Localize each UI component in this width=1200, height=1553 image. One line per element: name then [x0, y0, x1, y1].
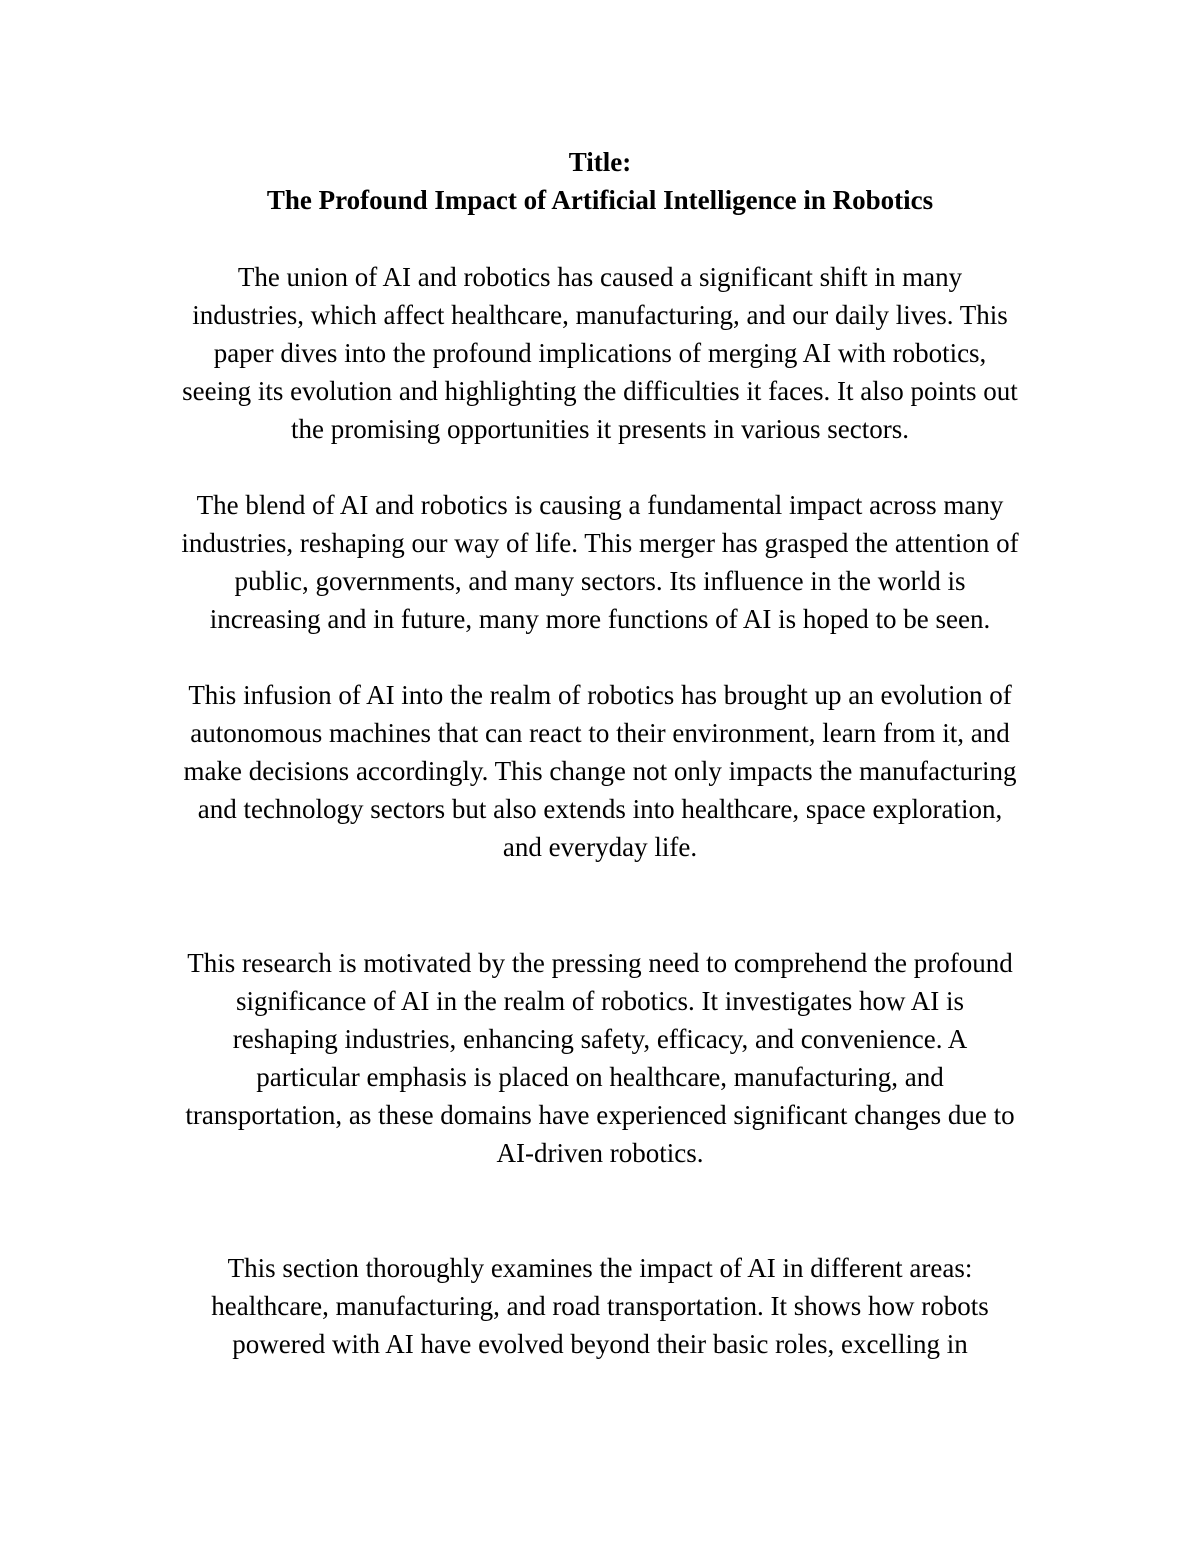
paragraph-line: seeing its evolution and highlighting the difficulties it faces. It also points out	[182, 376, 1018, 406]
paragraph-blend	[100, 486, 1100, 638]
paragraph-line: significance of AI in the realm of robotics. It investigates how AI is	[235, 986, 965, 1016]
paragraph-line: This section thoroughly examines the impact of AI in different areas:	[227, 1253, 973, 1283]
paragraph-line: This research is motivated by the pressing need to comprehend the profound	[187, 948, 1013, 978]
paragraph-infusion	[100, 676, 1100, 866]
title-label: Title:	[568, 147, 632, 177]
paragraph-line: public, governments, and many sectors. Its influence in the world is	[234, 566, 966, 596]
paragraph-line: and everyday life.	[502, 832, 698, 862]
paragraph-line: paper dives into the profound implications of merging AI with robotics,	[213, 338, 987, 368]
paragraph-line: industries, which affect healthcare, manufacturing, and our daily lives. This	[192, 300, 1008, 330]
paragraph-line: make decisions accordingly. This change not only impacts the manufacturing	[183, 756, 1017, 786]
paragraph-line: powered with AI have evolved beyond their basic roles, excelling in	[232, 1329, 968, 1359]
paragraph-section-overview	[100, 1249, 1100, 1363]
paragraph-line: autonomous machines that can react to their environment, learn from it, and	[190, 718, 1010, 748]
paragraph-line: particular emphasis is placed on healthcare, manufacturing, and	[256, 1062, 944, 1092]
paragraph-line: transportation, as these domains have experienced significant changes due to	[185, 1100, 1015, 1130]
document-title: The Profound Impact of Artificial Intelligence in Robotics	[266, 185, 934, 215]
paragraph-line: the promising opportunities it presents in various sectors.	[291, 414, 909, 444]
paragraph-line: The blend of AI and robotics is causing a fundamental impact across many	[196, 490, 1004, 520]
paragraph-line: increasing and in future, many more functions of AI is hoped to be seen.	[209, 604, 991, 634]
paragraph-line: AI-driven robotics.	[496, 1138, 704, 1168]
paragraph-abstract	[100, 258, 1100, 448]
paragraph-motivation	[100, 944, 1100, 1172]
paragraph-line: healthcare, manufacturing, and road transportation. It shows how robots	[211, 1291, 989, 1321]
paragraph-line: The union of AI and robotics has caused a significant shift in many	[237, 262, 963, 292]
paragraph-line: This infusion of AI into the realm of robotics has brought up an evolution of	[188, 680, 1012, 710]
title-block	[100, 143, 1100, 219]
paragraph-line: reshaping industries, enhancing safety, efficacy, and convenience. A	[232, 1024, 968, 1054]
paragraph-line: and technology sectors but also extends into healthcare, space exploration,	[197, 794, 1003, 824]
paragraph-line: industries, reshaping our way of life. This merger has grasped the attention of	[181, 528, 1019, 558]
